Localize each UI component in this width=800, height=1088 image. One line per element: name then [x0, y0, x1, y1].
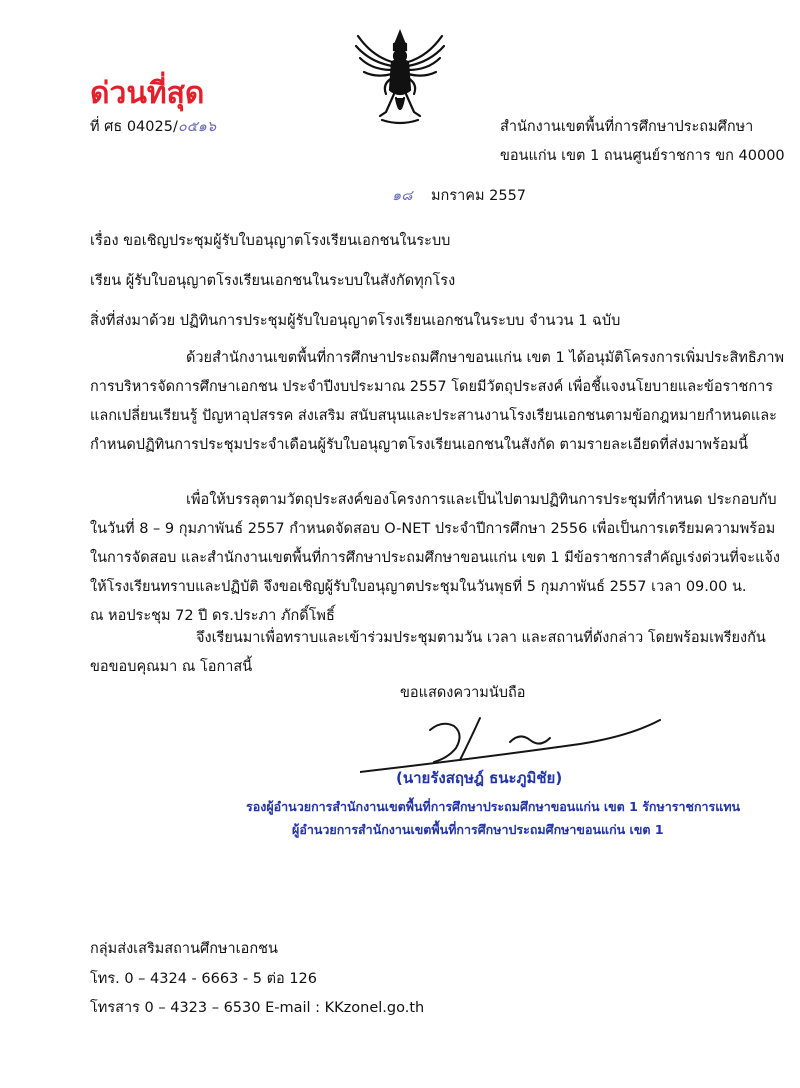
paragraph-line: จึงเรียนมาเพื่อทราบและเข้าร่วมประชุมตามวัน เวลา และสถานที่ดังกล่าว โดยพร้อมเพรียงกัน [196, 630, 766, 646]
paragraph-line: กำหนดปฏิทินการประชุมประจำเดือนผู้รับใบอนุญาตโรงเรียนเอกชนในสังกัด ตามรายละเอียดที่ส่งมาพร้อมนี้ [90, 437, 749, 453]
footer-fax-email: โทรสาร 0 – 4323 – 6530 E-mail : KKzonel.go.th [90, 1000, 425, 1016]
closing-line: ขอแสดงความนับถือ [400, 685, 526, 701]
body-paragraph-1 [90, 344, 785, 460]
paragraph-line: ในวันที่ 8 – 9 กุมภาพันธ์ 2557 กำหนดจัดสอบ O-NET ประจำปีการศึกษา 2556 เพื่อเป็นการเตรียมความพร้อม [90, 521, 776, 537]
footer-department: กลุ่มส่งเสริมสถานศึกษาเอกชน [90, 941, 278, 957]
sender-address-line1: สำนักงานเขตพื้นที่การศึกษาประถมศึกษา [500, 119, 754, 135]
paragraph-line: การบริหารจัดการศึกษาเอกชน ประจำปีงบประมาณ 2557 โดยมีวัตถุประสงค์ เพื่อชี้แจงนโยบายและข้อราชการ [90, 379, 774, 395]
enclosure-line: สิ่งที่ส่งมาด้วย ปฏิทินการประชุมผู้รับใบอนุญาตโรงเรียนเอกชนในระบบ จำนวน 1 ฉบับ [90, 313, 621, 329]
urgency-label: ด่วนที่สุด [90, 76, 205, 111]
body-paragraph-2 [90, 486, 781, 631]
date-month-year: มกราคม 2557 [431, 188, 527, 204]
paragraph-line: ให้โรงเรียนทราบและปฏิบัติ จึงขอเชิญผู้รับใบอนุญาตประชุมในวันพุธที่ 5 กุมภาพันธ์ 2557 เวลา 09.00 น. [90, 579, 747, 595]
paragraph-line: แลกเปลี่ยนเรียนรู้ ปัญหาอุปสรรค ส่งเสริม สนับสนุนและประสานงานโรงเรียนเอกชนตามข้อกฎหมายกำหนดและ [90, 408, 777, 424]
sender-address-line2: ขอนแก่น เขต 1 ถนนศูนย์ราชการ ขก 40000 [500, 148, 785, 164]
footer-phone: โทร. 0 – 4324 - 6663 - 5 ต่อ 126 [90, 971, 317, 987]
paragraph-line: เพื่อให้บรรลุตามวัตถุประสงค์ของโครงการและเป็นไปตามปฏิทินการประชุมที่กำหนด ประกอบกับ [186, 492, 777, 508]
paragraph-line: ในการจัดสอบ และสำนักงานเขตพื้นที่การศึกษาประถมศึกษาขอนแก่น เขต 1 มีข้อราชการสำคัญเร่งด่วนที่จะแจ้ง [90, 550, 781, 566]
signatory-title-2: ผู้อำนวยการสำนักงานเขตพื้นที่การศึกษาประถมศึกษาขอนแก่น เขต 1 [292, 822, 664, 837]
signatory-name: (นายรังสฤษฎ์ ธนะภูมิชัย) [396, 769, 563, 787]
subject-line: เรื่อง ขอเชิญประชุมผู้รับใบอนุญาตโรงเรียนเอกชนในระบบ [90, 233, 451, 249]
document-number [90, 118, 216, 136]
garuda-emblem [352, 28, 448, 128]
paragraph-line: ขอขอบคุณมา ณ โอกาสนี้ [90, 659, 253, 675]
recipient-line: เรียน ผู้รับใบอนุญาตโรงเรียนเอกชนในระบบในสังกัดทุกโรง [90, 273, 456, 289]
document-number-handwritten: ๐๕๑๖ [177, 119, 217, 135]
paragraph-line: ณ หอประชุม 72 ปี ดร.ประภา ภักดิ์โพธิ์ [90, 608, 335, 624]
paragraph-line: ด้วยสำนักงานเขตพื้นที่การศึกษาประถมศึกษาขอนแก่น เขต 1 ได้อนุมัติโครงการเพิ่มประสิทธิภาพ [186, 350, 785, 366]
date-day-handwritten: ๑๘ [392, 188, 413, 204]
body-paragraph-3 [90, 624, 770, 682]
document-number-prefix: ที่ ศธ 04025/ [90, 119, 178, 135]
letter-date [392, 187, 526, 205]
signatory-title-1: รองผู้อำนวยการสำนักงานเขตพื้นที่การศึกษาประถมศึกษาขอนแก่น เขต 1 รักษาราชการแทน [246, 799, 741, 814]
